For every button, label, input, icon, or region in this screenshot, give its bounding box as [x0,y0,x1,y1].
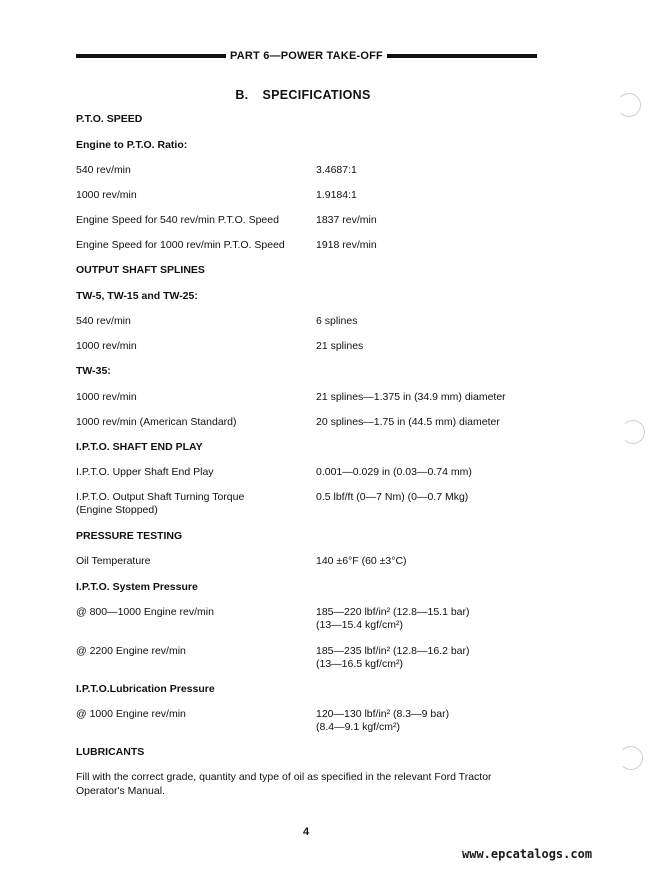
end-play-heading: I.P.T.O. SHAFT END PLAY [76,441,203,453]
spec-label-note: (Engine Stopped) [76,504,158,516]
spec-label: 1000 rev/min [76,391,137,403]
lubricants-heading: LUBRICANTS [76,746,145,758]
part-title: PART 6—POWER TAKE-OFF [230,50,383,62]
spec-label: Engine Speed for 540 rev/min P.T.O. Speed [76,214,279,226]
spec-label: Engine Speed for 1000 rev/min P.T.O. Speed [76,239,285,251]
spec-value: 0.001—0.029 in (0.03—0.74 mm) [316,466,472,478]
spec-label: @ 1000 Engine rev/min [76,708,186,720]
section-letter: B. [235,88,249,102]
spec-value: 1918 rev/min [316,239,377,251]
lubricants-line-1: Fill with the correct grade, quantity and type of oil as specified in the relevant Ford Tractor [76,771,492,783]
spec-label: 1000 rev/min (American Standard) [76,416,237,428]
spec-label: 1000 rev/min [76,189,137,201]
ratio-heading: Engine to P.T.O. Ratio: [76,139,188,151]
spec-value-secondary: (13—16.5 kgf/cm²) [316,658,403,670]
header-rule-right [387,54,537,58]
spec-value: 6 splines [316,315,358,327]
spec-value: 120—130 lbf/in² (8.3—9 bar) [316,708,450,720]
spec-value: 1.9184:1 [316,189,357,201]
spec-value: 3.4687:1 [316,164,357,176]
header-rule-left [76,54,226,58]
part-header [76,49,537,63]
section-name: SPECIFICATIONS [262,88,371,102]
spec-label: I.P.T.O. Output Shaft Turning Torque [76,491,245,503]
section-title [0,88,606,102]
spec-value-secondary: (13—15.4 kgf/cm²) [316,619,403,631]
spec-label: 540 rev/min [76,315,131,327]
page-number: 4 [302,826,310,838]
spec-value: 20 splines—1.75 in (44.5 mm) diameter [316,416,500,428]
punch-hole-mark [619,746,643,770]
punch-hole-mark [621,420,645,444]
spec-value: 185—235 lbf/in² (12.8—16.2 bar) [316,645,470,657]
system-pressure-heading: I.P.T.O. System Pressure [76,581,198,593]
spec-label: @ 2200 Engine rev/min [76,645,186,657]
lube-pressure-heading: I.P.T.O.Lubrication Pressure [76,683,215,695]
spec-value: 21 splines—1.375 in (34.9 mm) diameter [316,391,506,403]
spec-value-secondary: (8.4—9.1 kgf/cm²) [316,721,401,733]
lubricants-line-2: Operator's Manual. [76,785,165,797]
spec-label: 540 rev/min [76,164,131,176]
spec-label: Oil Temperature [76,555,151,567]
spec-value: 185—220 lbf/in² (12.8—15.1 bar) [316,606,470,618]
models-b-heading: TW-35: [76,365,111,377]
pressure-testing-heading: PRESSURE TESTING [76,530,183,542]
spec-label: @ 800—1000 Engine rev/min [76,606,214,618]
spec-value: 21 splines [316,340,364,352]
lubricants-text [76,770,546,798]
spec-value: 1837 rev/min [316,214,377,226]
spec-value: 0.5 lbf/ft (0—7 Nm) (0—0.7 Mkg) [316,491,469,503]
spec-label: I.P.T.O. Upper Shaft End Play [76,466,214,478]
pto-speed-heading: P.T.O. SPEED [76,113,143,125]
watermark-link[interactable]: www.epcatalogs.com [462,847,593,861]
spec-label: 1000 rev/min [76,340,137,352]
spec-value: 140 ±6°F (60 ±3°C) [316,555,407,567]
punch-hole-mark [617,93,641,117]
models-a-heading: TW-5, TW-15 and TW-25: [76,290,198,302]
output-splines-heading: OUTPUT SHAFT SPLINES [76,264,205,276]
